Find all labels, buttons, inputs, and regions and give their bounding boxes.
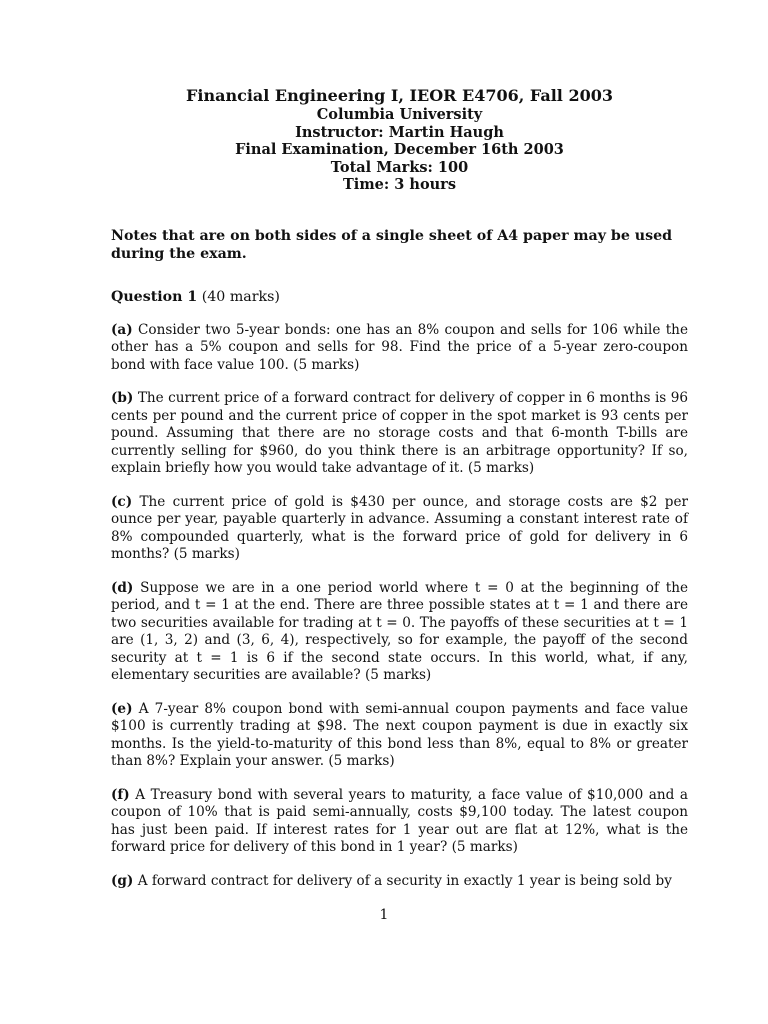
question-part: [111, 701, 688, 771]
part-label: (c): [111, 493, 133, 510]
part-text: The current price of gold is $430 per ounce, and storage costs are $2 per ounce per year, payable quarterly in advance. Assuming a constant interest rate of 8% compounded quarterly, what is the forward price of gold for delivery in 6 months? (5 marks): [111, 493, 688, 562]
question-marks: (40 marks): [201, 288, 280, 305]
header-university: Columbia University: [316, 106, 483, 123]
exam-notes: Notes that are on both sides of a single sheet of A4 paper may be used during the exam.: [111, 227, 673, 262]
question-part: [111, 873, 688, 891]
exam-title: Financial Engineering I, IEOR E4706, Fall 2003: [186, 86, 613, 105]
question-heading: [111, 288, 688, 306]
question-part: [111, 322, 688, 375]
header-total-marks: Total Marks: 100: [330, 158, 469, 176]
exam-page: [111, 86, 688, 890]
part-label: (b): [111, 390, 134, 406]
question-part: [111, 494, 688, 564]
part-text: Suppose we are in a one period world where t = 0 at the beginning of the period, and t = 1 at the end. There are three possible states at t = 1 and there are two securities available for trading at t = 0. The payoffs of these securities at t = 1 are (1, 3, 2) and (3, 6, 4), respectively, so for example, the payoff of the second security at t = 1 is 6 if the second state occurs. In this world, what, if any, elementary securities are available? (5 marks): [111, 579, 688, 683]
part-label: (d): [111, 579, 134, 596]
question-part: [111, 580, 688, 685]
part-text: Consider two 5-year bonds: one has an 8% coupon and sells for 106 while the other has a 5% coupon and sells for 98. Find the price of a 5-year zero-coupon bond with face value 100. (5 marks): [111, 321, 688, 373]
question-label: Question 1: [111, 288, 198, 305]
part-text: The current price of a forward contract for delivery of copper in 6 months is 96 cents per pound and the current price of copper in the spot market is 93 cents per pound. Assuming that there are no storage costs and that 6-month T-bills are currently selling for $960, do you think there is an arbitrage opportunity? If so, explain briefly how you would take advantage of it. (5 marks): [111, 390, 688, 476]
header-instructor: Instructor: Martin Haugh: [295, 123, 504, 141]
part-label: (a): [111, 321, 133, 338]
part-label: (f): [111, 786, 130, 803]
part-text: A forward contract for delivery of a security in exactly 1 year is being sold by: [137, 872, 672, 889]
exam-header: [111, 86, 688, 194]
part-label: (e): [111, 700, 133, 717]
part-text: A 7-year 8% coupon bond with semi-annual coupon payments and face value $100 is currently trading at $98. The next coupon payment is due in exactly six months. Is the yield-to-maturity of this bond less than 8%, equal to 8% or greater than 8%? Explain your answer. (5 marks): [111, 700, 688, 769]
part-text: A Treasury bond with several years to maturity, a face value of $10,000 and a coupon of 10% that is paid semi-annually, costs $9,100 today. The latest coupon has just been paid. If interest rates for 1 year out are flat at 12%, what is the forward price for delivery of this bond in 1 year? (5 marks): [111, 786, 689, 855]
header-time: Time: 3 hours: [343, 176, 456, 193]
part-label: (g): [111, 872, 134, 889]
question-part: [111, 390, 688, 478]
question-part: [111, 787, 688, 857]
page-number: 1: [379, 907, 389, 923]
header-exam-date: Final Examination, December 16th 2003: [235, 141, 564, 158]
